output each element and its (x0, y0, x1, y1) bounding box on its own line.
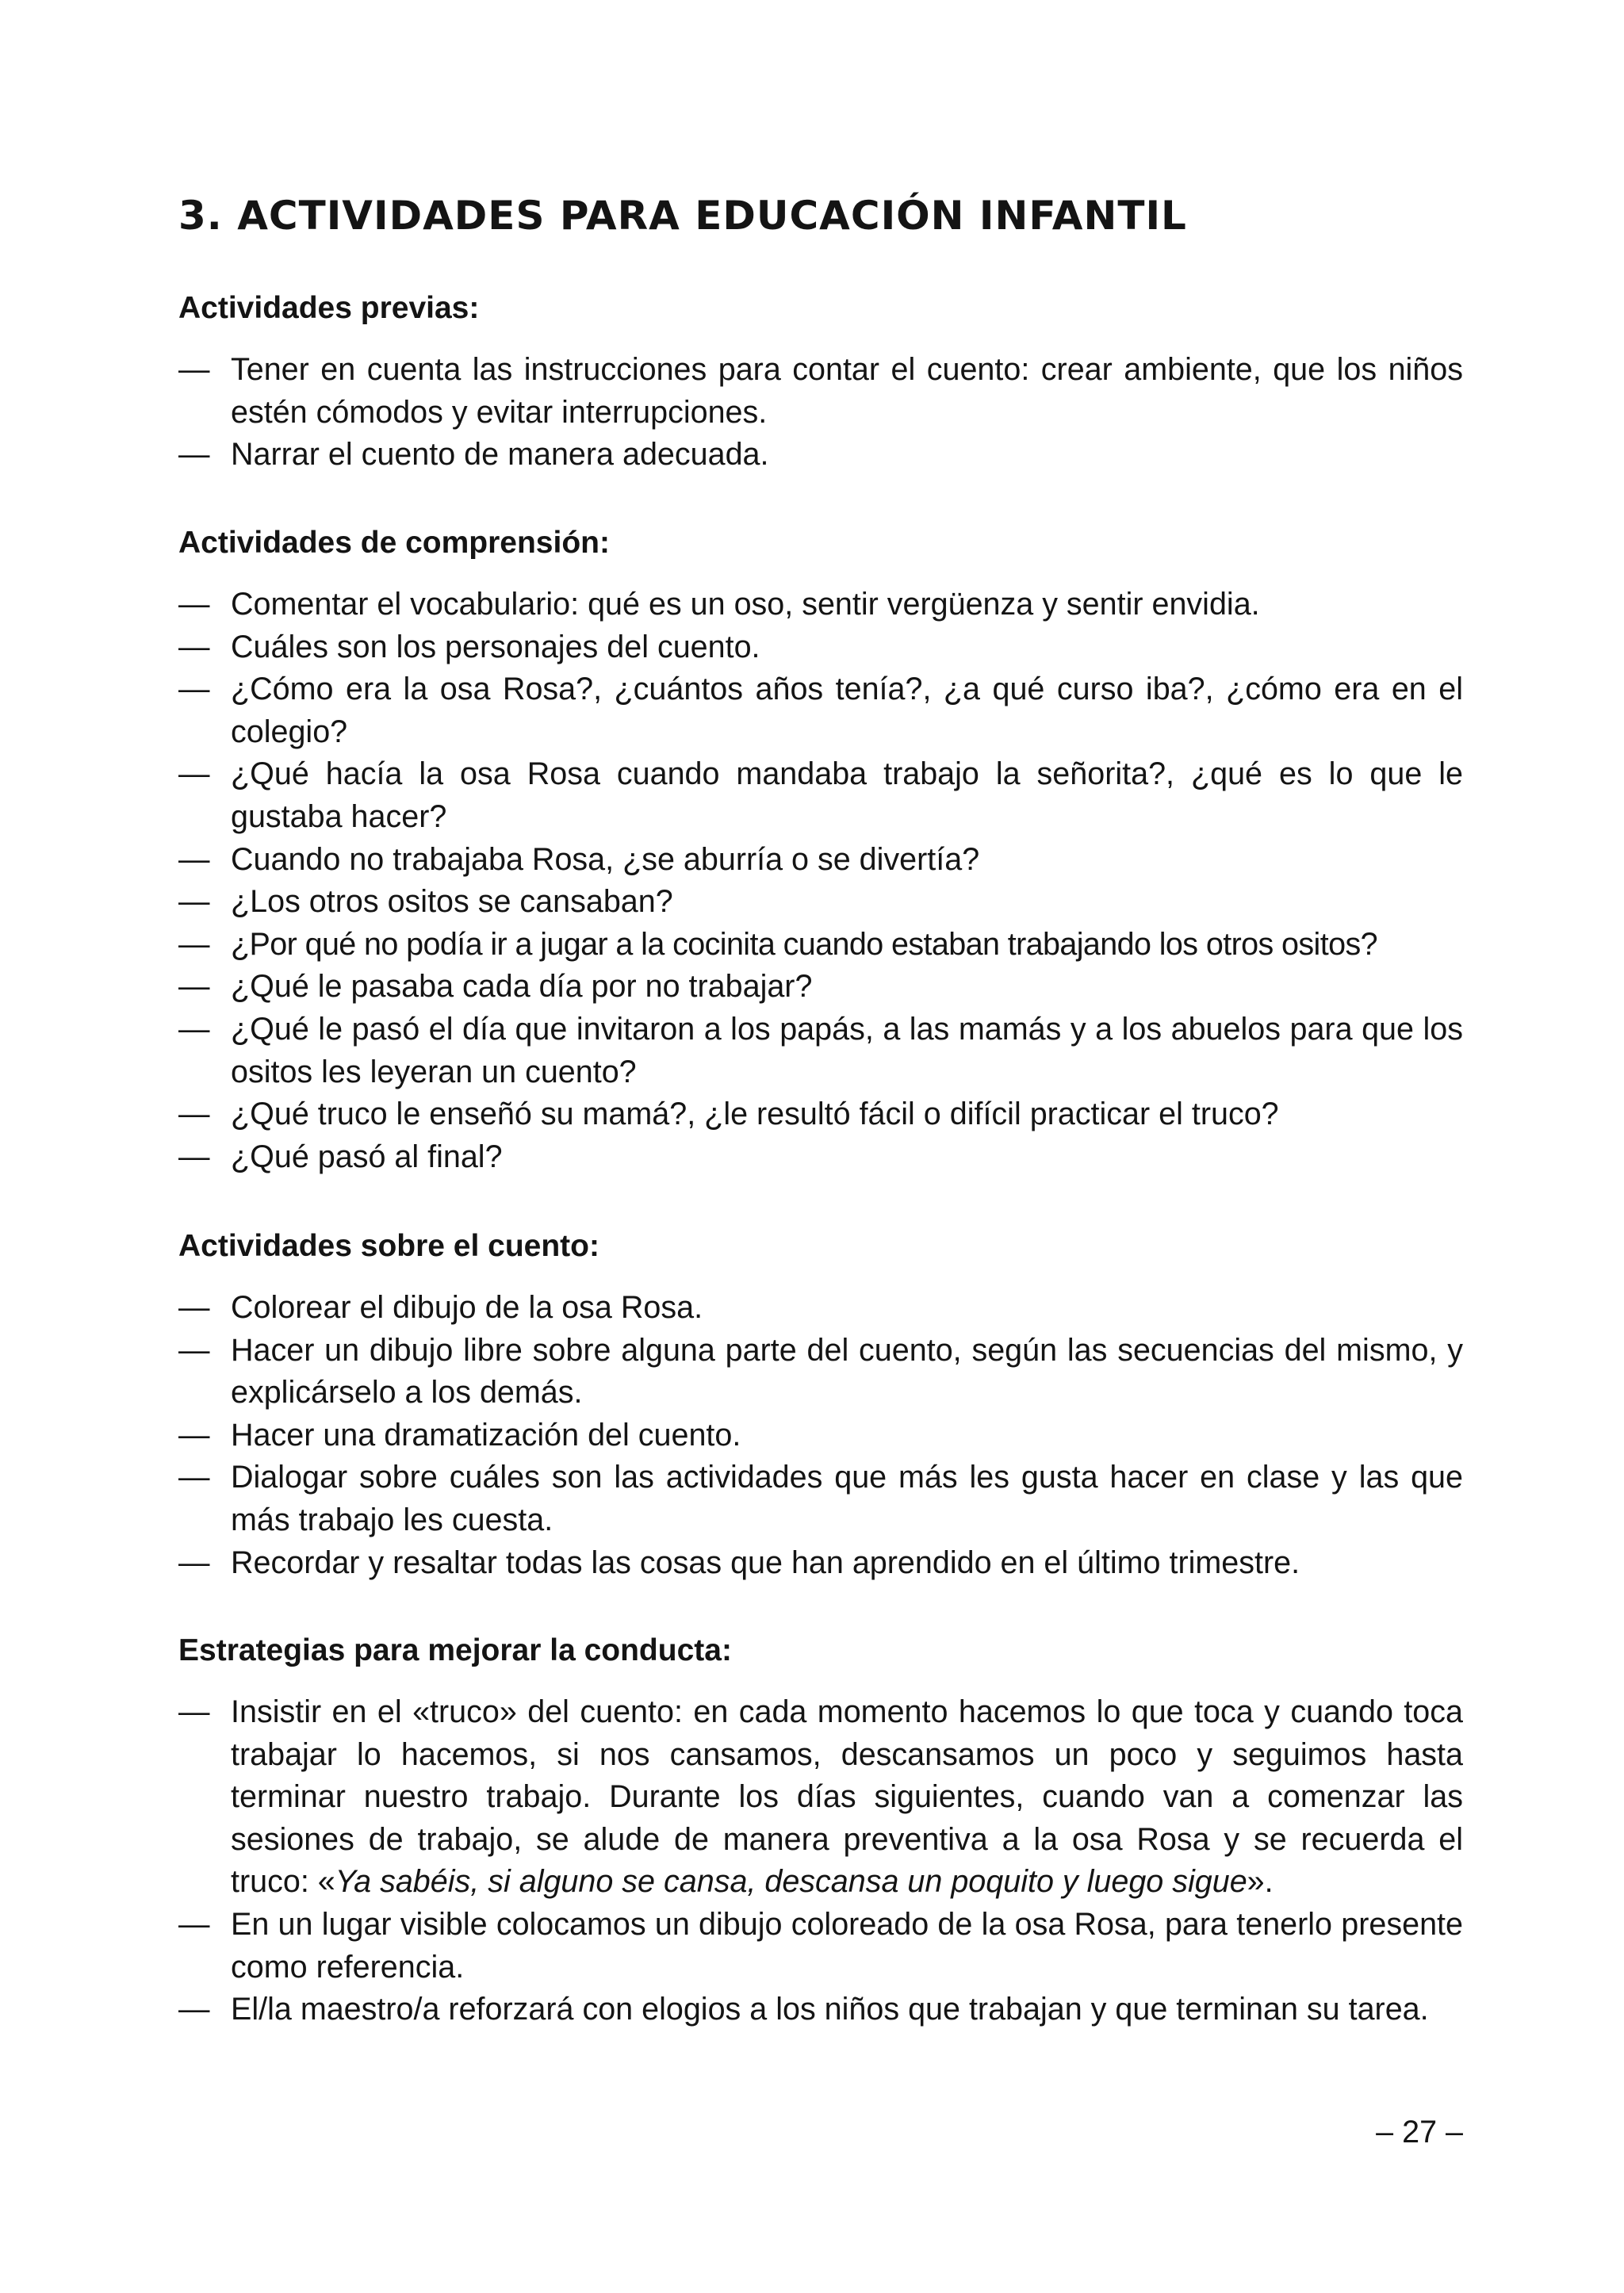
list-actividades-comprension (178, 584, 1463, 1178)
list-item: — Hacer un dibujo libre sobre alguna parte del cuento, según las secuencias del mismo, y explicárselo a los demás. (178, 1330, 1463, 1414)
section-actividades-previas (178, 287, 1463, 330)
section-actividades-comprension (178, 522, 1463, 565)
list-item: — ¿Qué le pasaba cada día por no trabajar? (178, 966, 1463, 1009)
list-estrategias-conducta (178, 1691, 1463, 2031)
section-heading: Actividades de comprensión: (178, 526, 610, 560)
em-dash: — (178, 884, 210, 920)
em-dash: — (178, 841, 210, 877)
em-dash: — (178, 756, 210, 792)
list-item: — ¿Qué le pasó el día que invitaron a los papás, a las mamás y a los abuelos para que los ositos les leyeran un cuento? (178, 1009, 1463, 1093)
list-item: — Dialogar sobre cuáles son las actividades que más les gusta hacer en clase y las que más trabajo les cuesta. (178, 1457, 1463, 1541)
chapter-title: 3. ACTIVIDADES PARA EDUCACIÓN INFANTIL (178, 193, 1187, 239)
list-item: — Cuando no trabajaba Rosa, ¿se aburría o se divertía? (178, 839, 1463, 882)
list-item: — Narrar el cuento de manera adecuada. (178, 434, 1463, 477)
section-heading: Actividades sobre el cuento: (178, 1229, 599, 1263)
em-dash: — (178, 1332, 210, 1368)
section-heading: Actividades previas: (178, 291, 480, 325)
quoted-phrase: Ya sabéis, si alguno se cansa, descansa un poquito y luego sigue (335, 1864, 1247, 1900)
list-item: — Tener en cuenta las instrucciones para contar el cuento: crear ambiente, que los niños estén cómodos y evitar interrupciones. (178, 349, 1463, 434)
list-item: — En un lugar visible colocamos un dibujo coloreado de la osa Rosa, para tenerlo presente como referencia. (178, 1904, 1463, 1989)
list-item: — Recordar y resaltar todas las cosas que han aprendido en el último trimestre. (178, 1542, 1463, 1585)
em-dash: — (178, 1139, 210, 1174)
list-item: — ¿Qué truco le enseñó su mamá?, ¿le resultó fácil o difícil practicar el truco? (178, 1093, 1463, 1136)
list-item: — ¿Por qué no podía ir a jugar a la cocinita cuando estaban trabajando los otros ositos? (178, 924, 1463, 967)
em-dash: — (178, 437, 210, 473)
em-dash: — (178, 1545, 210, 1580)
list-item: — Cuáles son los personajes del cuento. (178, 626, 1463, 669)
em-dash: — (178, 1097, 210, 1132)
em-dash: — (178, 352, 210, 387)
section-heading: Estrategias para mejorar la conducta: (178, 1633, 732, 1667)
em-dash: — (178, 1290, 210, 1325)
em-dash: — (178, 1694, 210, 1729)
em-dash: — (178, 629, 210, 664)
section-actividades-sobre-cuento (178, 1225, 1463, 1268)
page-number: – 27 – (1376, 2115, 1463, 2149)
list-actividades-sobre-cuento (178, 1287, 1463, 1584)
list-item: — Insistir en el «truco» del cuento: en cada momento hacemos lo que toca y cuando toca trabajar lo hacemos, si nos cansamos, descansamos un poco y seguimos hasta terminar nuestro trabajo. Durante los días siguientes, cuando van a comenzar las sesiones de trabajo, se alude de manera preventiva a la osa Rosa y se recuerda el truco: «Ya sabéis, si alguno se cansa, descansa un poquito y luego sigue». (178, 1691, 1463, 1904)
section-estrategias-conducta (178, 1629, 1463, 1672)
list-item: — Comentar el vocabulario: qué es un oso, sentir vergüenza y sentir envidia. (178, 584, 1463, 626)
em-dash: — (178, 587, 210, 622)
list-item: — ¿Qué pasó al final? (178, 1136, 1463, 1179)
list-item: — Hacer una dramatización del cuento. (178, 1414, 1463, 1457)
em-dash: — (178, 672, 210, 707)
list-item: — Colorear el dibujo de la osa Rosa. (178, 1287, 1463, 1330)
list-item: — ¿Los otros ositos se cansaban? (178, 881, 1463, 924)
em-dash: — (178, 1011, 210, 1047)
em-dash: — (178, 969, 210, 1005)
list-item: — ¿Cómo era la osa Rosa?, ¿cuántos años tenía?, ¿a qué curso iba?, ¿cómo era en el colegio? (178, 668, 1463, 753)
list-item: — ¿Qué hacía la osa Rosa cuando mandaba trabajo la señorita?, ¿qué es lo que le gustaba hacer? (178, 753, 1463, 838)
em-dash: — (178, 1906, 210, 1942)
em-dash: — (178, 1460, 210, 1495)
list-actividades-previas (178, 349, 1463, 477)
list-item: — El/la maestro/a reforzará con elogios a los niños que trabajan y que terminan su tarea. (178, 1989, 1463, 2031)
em-dash: — (178, 1417, 210, 1453)
em-dash: — (178, 926, 209, 962)
em-dash: — (178, 1992, 210, 2027)
